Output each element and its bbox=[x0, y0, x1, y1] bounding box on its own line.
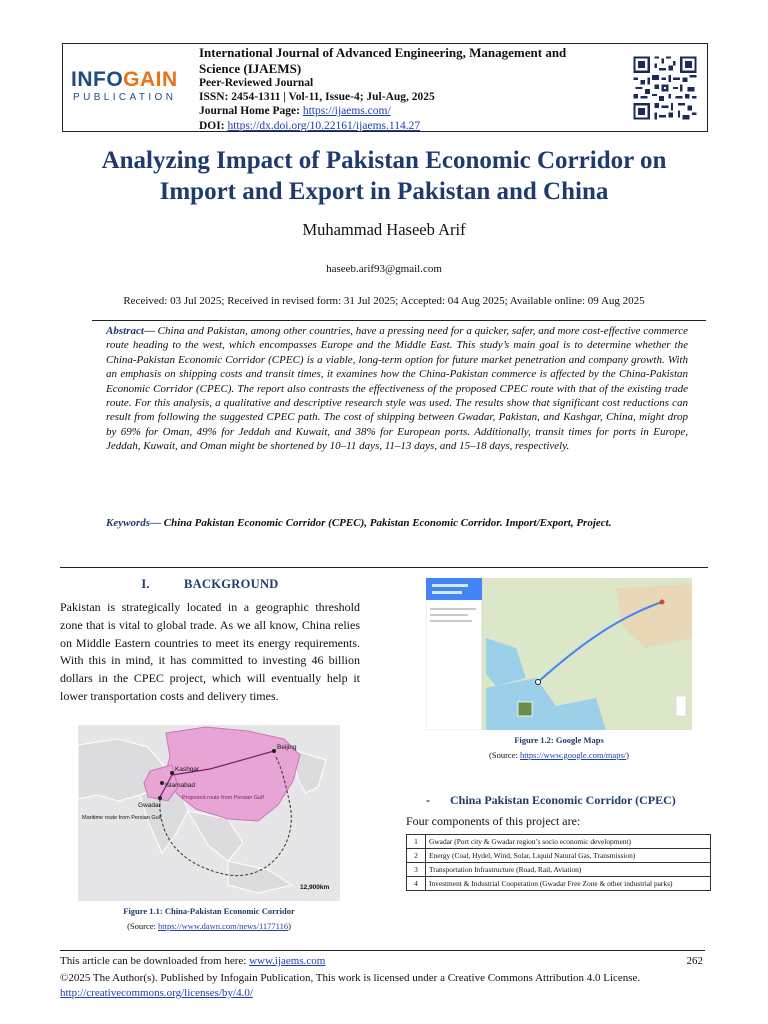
abstract-top-rule bbox=[92, 320, 706, 321]
footer-download-line bbox=[60, 955, 705, 967]
figure1-1-source-prefix: (Source: bbox=[127, 921, 158, 931]
kashgar-marker bbox=[170, 771, 174, 775]
subheading-dash: - bbox=[426, 793, 430, 807]
islamabad-marker bbox=[160, 781, 164, 785]
journal-title: International Journal of Advanced Engineering, Management and Science (IJAEMS) bbox=[199, 45, 567, 76]
directions-origin-field bbox=[432, 584, 468, 587]
footer-rule bbox=[60, 950, 705, 951]
footer-license-link[interactable]: http://creativecommons.org/licenses/by/4.0/ bbox=[60, 987, 253, 999]
abstract bbox=[106, 324, 688, 454]
journal-header bbox=[62, 43, 708, 132]
logo-publication-text: PUBLICATION bbox=[73, 92, 177, 103]
map-label-gwadar: Gwadar bbox=[138, 802, 161, 809]
map-zoom-control bbox=[676, 696, 686, 716]
section-title: BACKGROUND bbox=[183, 577, 279, 591]
cpec-subheading-text: China Pakistan Economic Corridor (CPEC) bbox=[450, 793, 676, 807]
component-text: Investment & Industrial Cooperation (Gwadar Free Zone & other industrial parks) bbox=[426, 877, 711, 891]
components-intro: Four components of this project are: bbox=[406, 814, 581, 828]
figure1-1-source-link[interactable]: https://www.dawn.com/news/1177116 bbox=[157, 921, 289, 931]
author-email: haseeb.arif93@gmail.com bbox=[326, 263, 442, 275]
directions-panel-header bbox=[426, 578, 482, 600]
background-paragraph: Pakistan is strategically located in a geographic threshold zone that is vital to global trade. As we all know, China relies on Middle Eastern countries to meet its energy requirements. With this in mind, it has committed to investing 46 billion dollars in the CPEC project, which will eventually help it lower transportation costs and delivery times. bbox=[60, 600, 360, 703]
map-label-islamabad: Islamabad bbox=[165, 782, 195, 789]
footer-download-text: This article can be downloaded from here: bbox=[60, 955, 250, 967]
map-label-beijing: Beijing bbox=[277, 744, 297, 751]
abstract-text: China and Pakistan, among other countries, have a pressing need for a quicker, safer, and more cost-effective commerce route heading to the west, which encompasses Europe and the Middle East. This study’s main goal is to determine whether the China-Pakistan Economic Corridor (CPEC) is a viable, long-term option for future market penetration and company growth. With an emphasis on shipping costs and transit times, it examines how the China-Pakistan commerce is affected by the China-Pakistan Economic Corridor (CPEC). The report also contrasts the effectiveness of the proposed CPEC route with that of the existing trade route. For this analysis, a qualitative and descriptive research style was used. The results show that significant cost reductions can result from following the suggested CPEC path. The cost of shipping between Gwadar, Pakistan, and Kashgar, China, might drop by 69% for Oman, 49% for Jeddah and Kuwait, and 38% for European ports. Additionally, transit times for ports in Europe, Jeddah, Kuwait, and Oman might be shortened by 10–11 days, 11–13 days, and 15–18 days, respectively. bbox=[106, 325, 688, 453]
keywords-text: China Pakistan Economic Corridor (CPEC), Pakistan Economic Corridor. Import/Export, Project. bbox=[161, 517, 612, 529]
section-number: I. bbox=[141, 577, 150, 591]
table-row bbox=[407, 877, 711, 891]
directions-panel bbox=[426, 578, 482, 730]
figure1-2-source bbox=[426, 750, 692, 760]
doi-label: DOI: bbox=[199, 119, 228, 132]
figure1-2-source-prefix: (Source: bbox=[489, 750, 520, 760]
publisher-logo bbox=[71, 68, 183, 112]
qr-code-icon bbox=[631, 54, 699, 122]
footer-license-text: ©2025 The Author(s). Published by Infogain Publication, This work is licensed under a Creative Commons Attribution 4.0 License. bbox=[60, 972, 641, 984]
figure1-2-caption-label: Figure 1.2: Google Maps bbox=[514, 735, 604, 745]
table-row bbox=[407, 849, 711, 863]
figure1-1-caption-label: Figure 1.1: China-Pakistan Economic Corridor bbox=[123, 906, 295, 916]
component-number: 3 bbox=[407, 863, 426, 877]
google-maps-screenshot-figure bbox=[426, 578, 692, 730]
cpec-subheading bbox=[426, 793, 676, 808]
satellite-toggle-icon bbox=[518, 702, 532, 716]
homepage-link[interactable]: https://ijaems.com/ bbox=[302, 105, 391, 118]
figure1-2-caption bbox=[426, 735, 692, 745]
map-label-kashgar: Kashgar bbox=[175, 766, 200, 773]
article-title bbox=[40, 145, 728, 207]
footer-download-link[interactable]: www.ijaems.com bbox=[249, 955, 326, 967]
component-text: Transportation Infrastructure (Road, Rail, Aviation) bbox=[426, 863, 711, 877]
figure1-2-source-suffix: ) bbox=[626, 750, 629, 760]
route-destination-marker bbox=[660, 600, 665, 605]
abstract-bottom-rule bbox=[60, 567, 708, 568]
journal-info bbox=[199, 44, 599, 133]
figure1-1-source bbox=[78, 921, 340, 931]
publication-dates: Received: 03 Jul 2025; Received in revised form: 31 Jul 2025; Accepted: 04 Aug 2025; Available online: 09 Aug 2025 bbox=[123, 295, 645, 307]
author-name: Muhammad Haseeb Arif bbox=[302, 220, 466, 239]
section-heading-background bbox=[60, 577, 360, 592]
component-number: 1 bbox=[407, 835, 426, 849]
peer-reviewed-label: Peer-Reviewed Journal bbox=[199, 77, 314, 89]
homepage-label: Journal Home Page: bbox=[199, 105, 303, 118]
keywords-label: Keywords— bbox=[106, 517, 161, 529]
page-number: 262 bbox=[686, 955, 703, 967]
figure1-1-caption bbox=[78, 906, 340, 916]
beijing-marker bbox=[272, 749, 276, 753]
component-text: Gwadar (Port city & Gwadar region’s socio economic development) bbox=[426, 835, 711, 849]
issn-line: ISSN: 2454-1311 | Vol-11, Issue-4; Jul-Aug, 2025 bbox=[199, 91, 435, 104]
article-title-line2: Import and Export in Pakistan and China bbox=[159, 178, 609, 205]
directions-route-line2 bbox=[430, 614, 468, 616]
cpec-route-map-figure bbox=[78, 725, 340, 901]
footer-license bbox=[60, 971, 705, 1001]
article-title-line1: Analyzing Impact of Pakistan Economic Corridor on bbox=[101, 147, 667, 174]
figure1-1-source-suffix: ) bbox=[288, 921, 291, 931]
table-row bbox=[407, 835, 711, 849]
doi-link[interactable]: https://dx.doi.org/10.22161/ijaems.114.27 bbox=[227, 119, 421, 132]
components-table bbox=[406, 834, 711, 891]
keywords bbox=[106, 516, 688, 531]
map-label-distance: 12,900km bbox=[300, 884, 330, 891]
map-label-proposed: Proposed route from Persian Gulf bbox=[182, 795, 264, 801]
logo-info-text: INFO bbox=[71, 68, 124, 91]
figure1-2-source-link[interactable]: https://www.google.com/maps/ bbox=[519, 750, 627, 760]
gwadar-marker bbox=[158, 796, 162, 800]
component-number: 2 bbox=[407, 849, 426, 863]
logo-gain-text: GAIN bbox=[123, 68, 178, 91]
table-row bbox=[407, 863, 711, 877]
component-text: Energy (Coal, Hydel, Wind, Solar, Liquid Natural Gas, Transmission) bbox=[426, 849, 711, 863]
abstract-label: Abstract— bbox=[106, 325, 155, 337]
component-number: 4 bbox=[407, 877, 426, 891]
map-label-maritime: Maritime route from Persian Gulf bbox=[82, 815, 162, 821]
route-origin-marker bbox=[536, 680, 541, 685]
directions-route-line1 bbox=[430, 608, 476, 610]
directions-destination-field bbox=[432, 591, 462, 594]
directions-route-line3 bbox=[430, 620, 472, 622]
